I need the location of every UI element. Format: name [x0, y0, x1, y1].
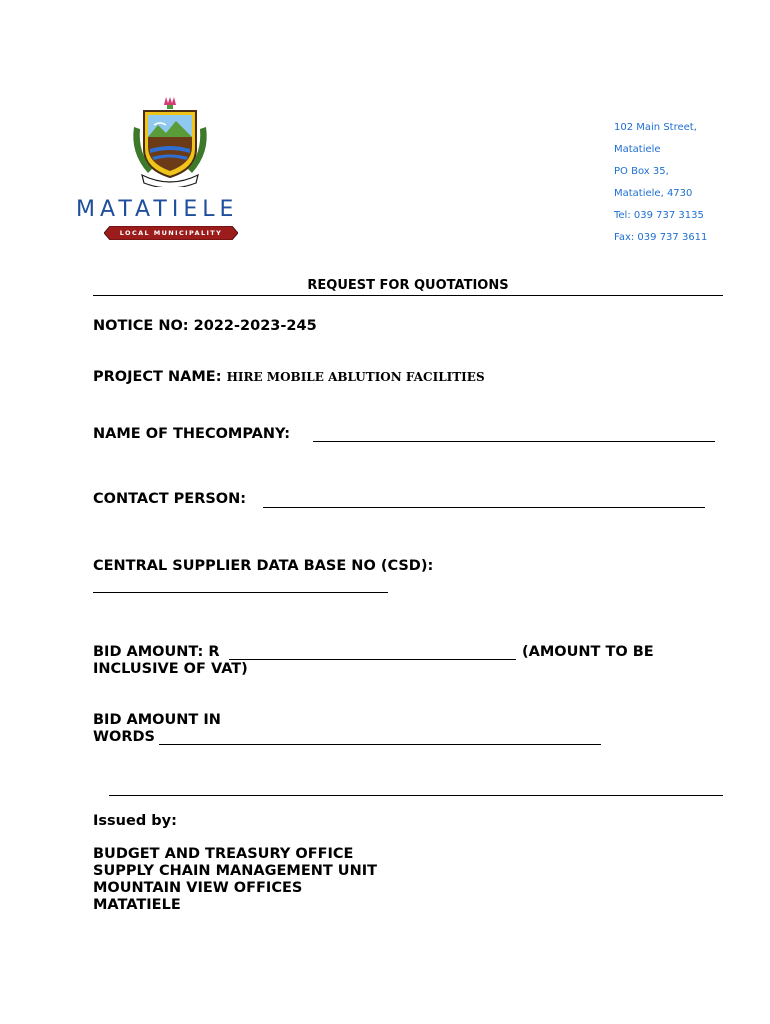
- bid-words-label-line2: WORDS: [93, 729, 155, 745]
- bid-amount-note-cont: INCLUSIVE OF VAT): [93, 661, 248, 677]
- municipality-subtitle: LOCAL MUNICIPALITY: [119, 229, 223, 237]
- address-line: Matatiele: [614, 144, 661, 155]
- address-fax: Fax: 039 737 3611: [614, 232, 708, 243]
- municipal-crest-logo: [128, 97, 212, 187]
- bid-amount-field[interactable]: [229, 659, 516, 660]
- issuer-line: MATATIELE: [93, 897, 181, 913]
- bid-words-label-line1: BID AMOUNT IN: [93, 712, 221, 728]
- section-divider: [109, 795, 723, 796]
- project-name-label: PROJECT NAME:: [93, 369, 222, 385]
- notice-number: NOTICE NO: 2022-2023-245: [93, 318, 317, 334]
- bid-amount-note: (AMOUNT TO BE: [522, 644, 654, 660]
- address-phone: Tel: 039 737 3135: [614, 210, 704, 221]
- project-name-row: [93, 369, 485, 385]
- address-line: Matatiele, 4730: [614, 188, 693, 199]
- csd-number-field[interactable]: [93, 592, 388, 593]
- bid-words-field[interactable]: [159, 744, 601, 745]
- issuer-line: MOUNTAIN VIEW OFFICES: [93, 880, 303, 896]
- contact-person-field[interactable]: [263, 507, 705, 508]
- bid-amount-label: BID AMOUNT: R: [93, 644, 220, 660]
- issuer-line: BUDGET AND TREASURY OFFICE: [93, 846, 354, 862]
- municipality-name: MATATIELE: [76, 197, 239, 222]
- contact-person-label: CONTACT PERSON:: [93, 491, 247, 507]
- csd-number-label: CENTRAL SUPPLIER DATA BASE NO (CSD):: [93, 558, 434, 574]
- issued-by-label: Issued by:: [93, 813, 177, 829]
- title-underline: [93, 295, 723, 296]
- document-title: REQUEST FOR QUOTATIONS: [307, 278, 509, 293]
- issuer-line: SUPPLY CHAIN MANAGEMENT UNIT: [93, 863, 377, 879]
- company-name-field[interactable]: [313, 441, 715, 442]
- company-name-label: NAME OF THECOMPANY:: [93, 426, 291, 442]
- project-name-value: HIRE MOBILE ABLUTION FACILITIES: [226, 370, 485, 384]
- address-line: PO Box 35,: [614, 166, 669, 177]
- address-line: 102 Main Street,: [614, 122, 697, 133]
